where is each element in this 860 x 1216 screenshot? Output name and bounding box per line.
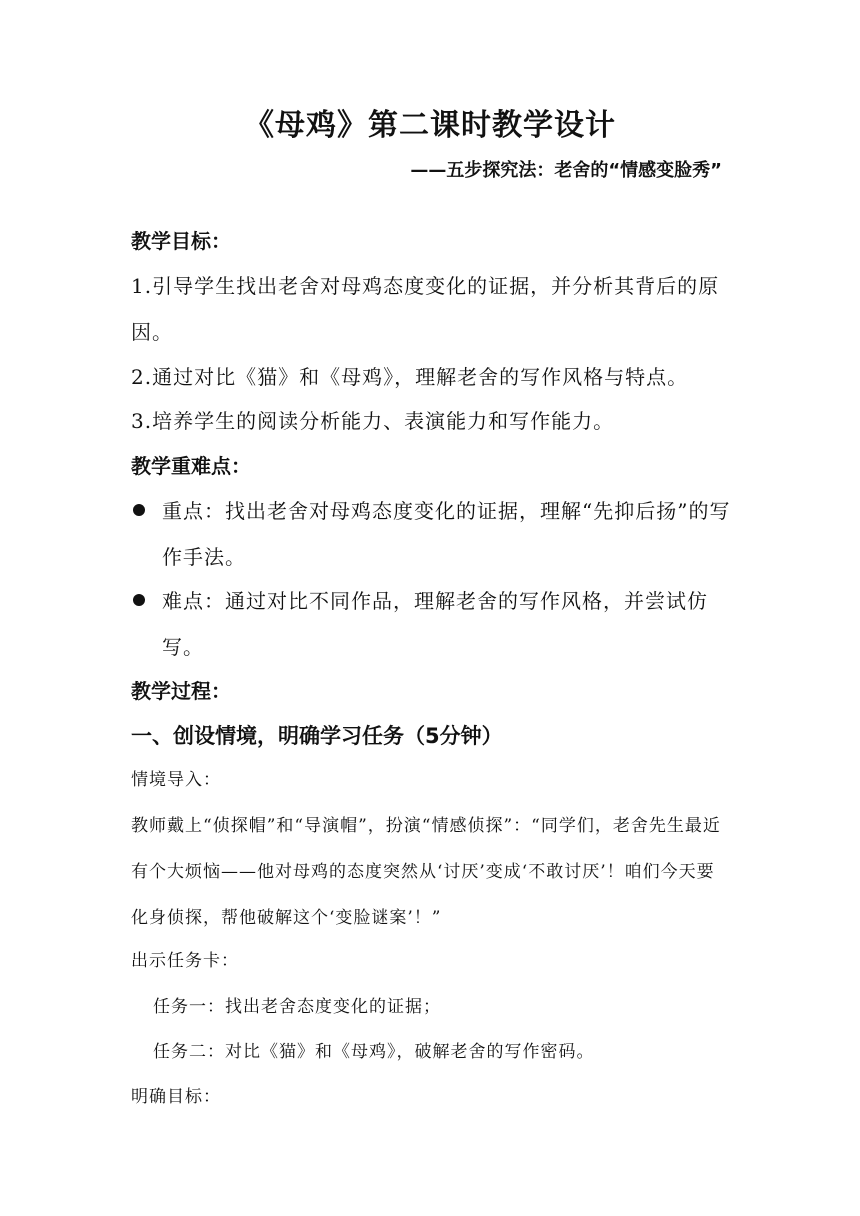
objective-item-3: 3.培养学生的阅读分析能力、表演能力和写作能力。 bbox=[131, 409, 615, 433]
process-heading: 教学过程： bbox=[131, 679, 231, 703]
goal-label: 明确目标： bbox=[131, 1087, 221, 1107]
objective-item-2: 2.通过对比《猫》和《母鸡》，理解老舍的写作风格与特点。 bbox=[131, 365, 689, 389]
section-1-title: 一、创设情境，明确学习任务（5分钟） bbox=[131, 724, 503, 748]
key-point-text-2: 难点：通过对比不同作品，理解老舍的写作风格，并尝试仿写。 bbox=[162, 589, 708, 659]
task-item-1: 任务一：找出老舍态度变化的证据； bbox=[153, 997, 441, 1017]
document-title: 《母鸡》第二课时教学设计 bbox=[244, 108, 616, 143]
bullet-icon bbox=[133, 594, 145, 606]
objective-item-1: 1.引导学生找出老舍对母鸡态度变化的证据，并分析其背后的原因。 bbox=[131, 274, 720, 344]
key-point-item-2 bbox=[131, 578, 731, 670]
task-label: 出示任务卡： bbox=[131, 951, 239, 971]
intro-label: 情境导入： bbox=[131, 770, 221, 790]
key-points-heading: 教学重难点： bbox=[131, 454, 251, 478]
key-point-item-1 bbox=[131, 488, 731, 580]
objectives-heading: 教学目标： bbox=[131, 229, 231, 253]
intro-text: 教师戴上“侦探帽”和“导演帽”，扮演“情感侦探”：“同学们，老舍先生最近有个大烦恼——他对母鸡的态度突然从‘讨厌’变成‘不敢讨厌’！咱们今天要化身侦探，帮他破解这个‘变脸谜案’！” bbox=[131, 816, 721, 928]
bullet-icon bbox=[133, 504, 145, 516]
document-subtitle: ——五步探究法：老舍的“情感变脸秀” bbox=[410, 160, 722, 181]
task-item-2: 任务二：对比《猫》和《母鸡》，破解老舍的写作密码。 bbox=[153, 1042, 595, 1062]
key-point-text-1: 重点：找出老舍对母鸡态度变化的证据，理解“先抑后扬”的写作手法。 bbox=[162, 499, 731, 569]
